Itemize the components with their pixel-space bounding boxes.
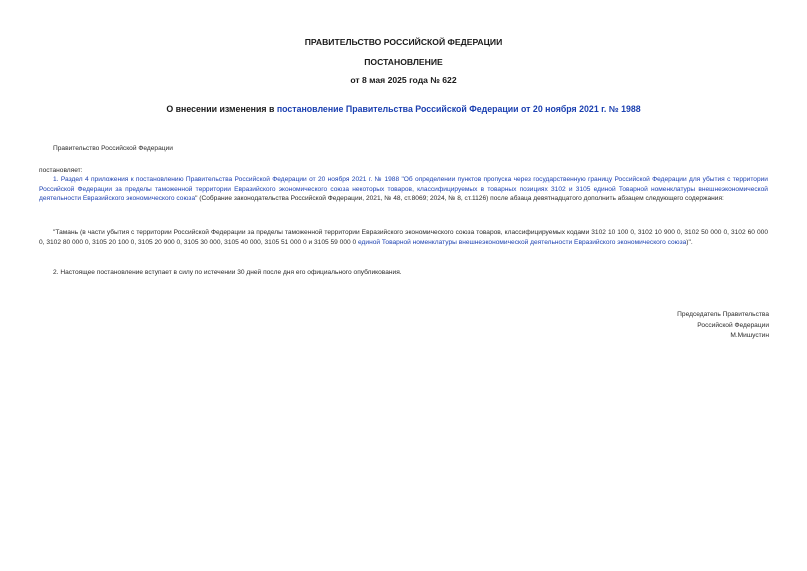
document-type-heading: ПОСТАНОВЛЕНИЕ (364, 57, 443, 67)
paragraph-2-link[interactable]: единой Товарной номенклатуры внешнеэкономической деятельности Евразийского экономического союза (358, 238, 687, 246)
paragraph-3-text: 2. Настоящее постановление вступает в силу по истечении 30 дней после дня его официального опубликования. (53, 269, 402, 276)
subject-link[interactable]: постановление Правительства Российской Федерации от 20 ноября 2021 г. № 1988 (276, 104, 641, 114)
decrees-label: постановляет: (39, 167, 83, 174)
government-heading: ПРАВИТЕЛЬСТВО РОССИЙСКОЙ ФЕДЕРАЦИИ (304, 37, 503, 47)
paragraph-1-text: " (Собрание законодательства Российской Федерации, 2021, № 48, ст.8069; 2024, № 8, ст.1126) после абзаца девятнадцатого дополнить абзацем следующего содержания: (195, 195, 724, 203)
signature-position: Председатель Правительства (677, 311, 769, 318)
subject-prefix: О внесении изменения в (166, 104, 277, 114)
government-label: Правительство Российской Федерации (53, 145, 173, 152)
paragraph-2 (39, 228, 768, 247)
paragraph-3 (39, 268, 768, 278)
signature-organization: Российской Федерации (697, 321, 769, 329)
signature-name: М.Мишустин (730, 332, 769, 339)
subject-heading (0, 104, 807, 114)
paragraph-1-link[interactable]: 1. Раздел 4 приложения к постановлению Правительства Российской Федерации от 20 ноября 2021 г. № 1988 "Об определении пунктов пропуска через государственную границу Российской Федерации для убытия с территории Российской Федерации за пределы таможенной территории Евразийского экономического союза некоторых товаров, классифицируемых в товарных позициях 3102 и 3105 единой Товарной номенклатуры внешнеэкономической деятельности Евразийского экономического союза (39, 176, 768, 203)
paragraph-2-end: )". (686, 238, 693, 246)
date-number-heading: от 8 мая 2025 года № 622 (350, 75, 457, 85)
paragraph-2-text: "Тамань (в части убытия с территории Российской Федерации за пределы таможенной территории Евразийского экономического союза товаров, классифицируемых кодами 3102 10 100 0, 3102 10 900 0, 3102 50 000 0, 3102 60 000 0, 3102 80 000 0, 3105 20 100 0, 3105 20 900 0, 3105 30 000, 3105 40 000, 3105 51 000 0 и 3105 59 000 0 (39, 229, 768, 246)
paragraph-1 (39, 175, 768, 204)
